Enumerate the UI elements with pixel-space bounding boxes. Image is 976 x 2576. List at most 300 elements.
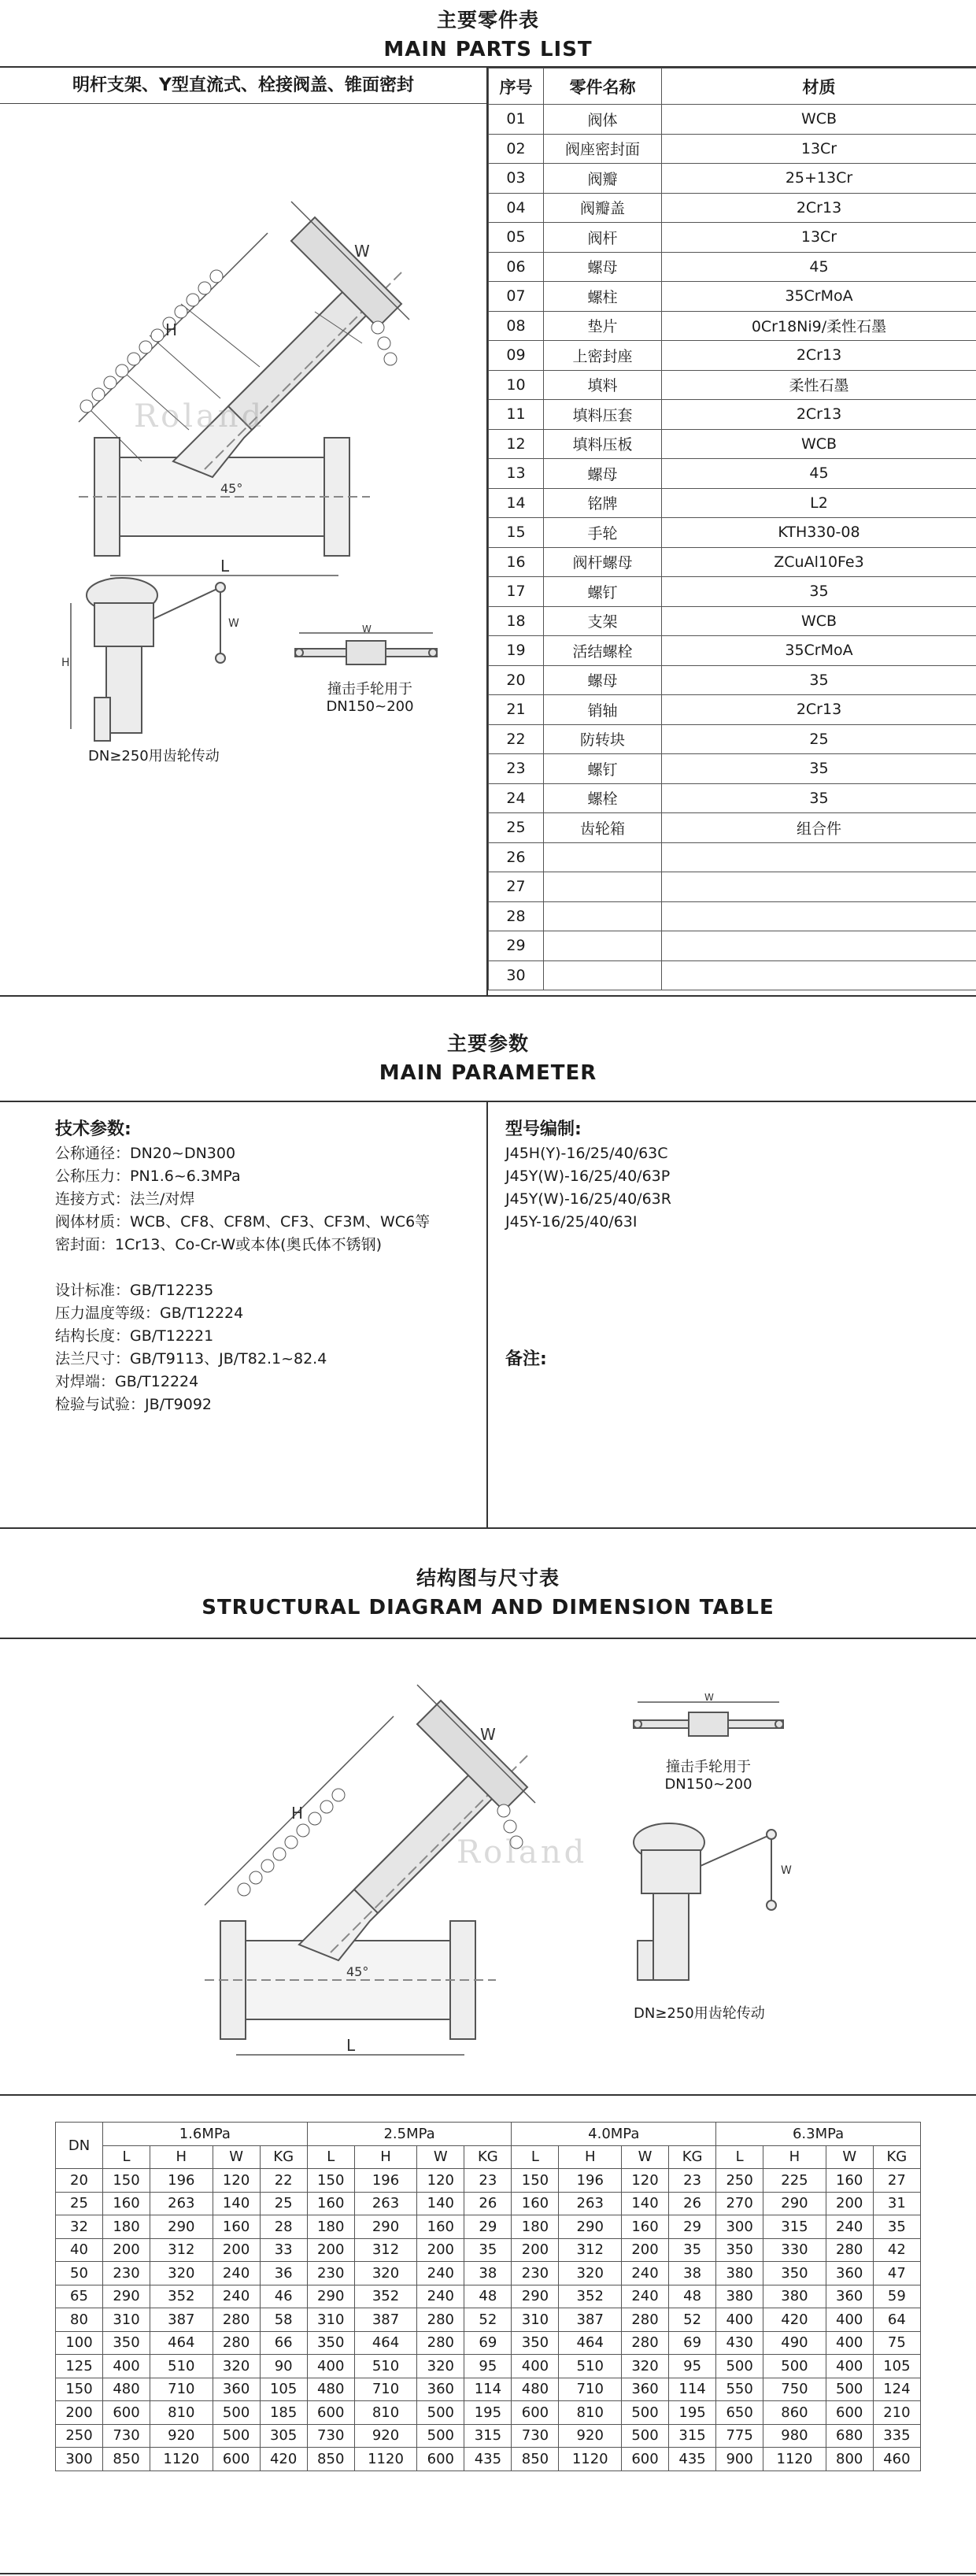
dim-cell: 387: [150, 2308, 213, 2332]
dim-cell: 29: [669, 2215, 716, 2239]
part-no: 19: [489, 636, 544, 666]
part-name: [544, 901, 662, 931]
part-material: WCB: [662, 429, 976, 459]
dim-cell: 500: [621, 2401, 668, 2425]
part-name: 阀瓣盖: [544, 193, 662, 223]
dimension-row: [56, 2169, 921, 2193]
impact-dim-w: W: [362, 624, 372, 635]
part-name: 螺母: [544, 252, 662, 282]
part-name: 防转块: [544, 724, 662, 754]
parts-row: [489, 754, 976, 784]
angle-label: 45°: [220, 481, 243, 496]
dim-cell: 240: [417, 2262, 464, 2285]
model-line: J45Y(W)-16/25/40/63P: [505, 1168, 671, 1185]
dimension-row: [56, 2401, 921, 2425]
dim-cell: 920: [354, 2424, 417, 2448]
divider: [0, 995, 976, 997]
dim-cell: 160: [417, 2215, 464, 2239]
dn-cell: 200: [56, 2401, 103, 2425]
struct-dim-h: H: [291, 1804, 304, 1823]
dim-cell: 225: [763, 2169, 826, 2193]
parts-table-header: [489, 68, 976, 105]
parts-title-zh: 主要零件表: [436, 9, 539, 31]
part-no: 14: [489, 488, 544, 518]
dim-cell: 320: [150, 2262, 213, 2285]
dim-cell: 200: [621, 2238, 668, 2262]
dim-cell: 920: [559, 2424, 622, 2448]
parts-row: [489, 400, 976, 430]
part-material: 2Cr13: [662, 341, 976, 371]
part-no: 17: [489, 577, 544, 607]
dim-cell: 180: [512, 2215, 559, 2239]
part-no: 13: [489, 459, 544, 489]
dim-cell: 320: [213, 2355, 260, 2378]
parts-row: [489, 665, 976, 695]
parts-row: [489, 311, 976, 341]
part-name: 垫片: [544, 311, 662, 341]
part-no: 28: [489, 901, 544, 931]
dim-cell: 500: [213, 2401, 260, 2425]
dim-cell: 150: [512, 2169, 559, 2193]
dim-cell: 280: [213, 2331, 260, 2355]
struct-dim-w: W: [480, 1725, 496, 1744]
dim-cell: 27: [873, 2169, 920, 2193]
part-material: 35: [662, 783, 976, 813]
dim-cell: 195: [669, 2401, 716, 2425]
dim-cell: 335: [873, 2424, 920, 2448]
struct-impact-note-line2: DN150~200: [664, 1776, 752, 1793]
dimension-row: [56, 2378, 921, 2401]
model-line: J45H(Y)-16/25/40/63C: [505, 1145, 668, 1162]
dim-cell: 140: [621, 2192, 668, 2215]
struct-impact-diagram: [630, 1693, 787, 1748]
dim-cell: 680: [826, 2424, 873, 2448]
col-header-material: 材质: [662, 68, 976, 105]
struct-impact-note-line1: 撞击手轮用于: [666, 1759, 751, 1775]
part-name: [544, 960, 662, 990]
dn-header: DN: [56, 2123, 103, 2169]
dim-cell: 280: [826, 2238, 873, 2262]
dn-cell: 65: [56, 2285, 103, 2308]
dim-cell: 510: [354, 2355, 417, 2378]
dim-cell: 240: [826, 2215, 873, 2239]
dim-cell: 920: [150, 2424, 213, 2448]
part-name: 螺母: [544, 459, 662, 489]
dim-cell: 120: [417, 2169, 464, 2193]
struct-title-en: STRUCTURAL DIAGRAM AND DIMENSION TABLE: [201, 1596, 775, 1619]
dim-cell: 980: [763, 2424, 826, 2448]
dn-cell: 40: [56, 2238, 103, 2262]
impact-note-line2: DN150~200: [326, 698, 414, 715]
struct-angle: 45°: [346, 1964, 369, 1979]
dim-cell: 196: [354, 2169, 417, 2193]
sub-col-header: KG: [873, 2145, 920, 2169]
sub-header-row: [56, 2145, 921, 2169]
dim-cell: 210: [873, 2401, 920, 2425]
dim-cell: 600: [621, 2448, 668, 2471]
dim-cell: 400: [826, 2355, 873, 2378]
struct-gear-note: DN≥250用齿轮传动: [634, 2005, 765, 2022]
dim-cell: 64: [873, 2308, 920, 2332]
part-material: ZCuAl10Fe3: [662, 547, 976, 577]
dim-cell: 312: [354, 2238, 417, 2262]
part-no: 12: [489, 429, 544, 459]
dim-cell: 710: [150, 2378, 213, 2401]
struct-title-zh: 结构图与尺寸表: [416, 1567, 560, 1590]
dim-cell: 310: [512, 2308, 559, 2332]
dim-cell: 250: [716, 2169, 763, 2193]
dim-cell: 430: [716, 2331, 763, 2355]
model-line: J45Y-16/25/40/63I: [505, 1213, 638, 1231]
dim-cell: 195: [464, 2401, 512, 2425]
dim-cell: 59: [873, 2285, 920, 2308]
dimension-table: [55, 2122, 921, 2471]
dim-cell: 114: [669, 2378, 716, 2401]
parts-row: [489, 577, 976, 607]
dimension-row: [56, 2448, 921, 2471]
pressure-header: 4.0MPa: [512, 2123, 716, 2146]
part-material: [662, 931, 976, 961]
dim-cell: 312: [150, 2238, 213, 2262]
dim-cell: 730: [512, 2424, 559, 2448]
dim-cell: 650: [716, 2401, 763, 2425]
dim-cell: 185: [260, 2401, 307, 2425]
dim-cell: 900: [716, 2448, 763, 2471]
dim-cell: 270: [716, 2192, 763, 2215]
dim-cell: 25: [260, 2192, 307, 2215]
sub-col-header: L: [512, 2145, 559, 2169]
dim-cell: 360: [213, 2378, 260, 2401]
sub-col-header: L: [307, 2145, 354, 2169]
dim-cell: 290: [354, 2215, 417, 2239]
dim-cell: 150: [307, 2169, 354, 2193]
dim-cell: 58: [260, 2308, 307, 2332]
dim-cell: 75: [873, 2331, 920, 2355]
dim-cell: 1120: [763, 2448, 826, 2471]
part-name: 销轴: [544, 695, 662, 725]
part-no: 15: [489, 518, 544, 548]
param-title-zh: 主要参数: [446, 1032, 529, 1055]
col-header-no: 序号: [489, 68, 544, 105]
dim-cell: 400: [826, 2308, 873, 2332]
part-name: 上密封座: [544, 341, 662, 371]
dimension-row: [56, 2308, 921, 2332]
tech-params-heading: 技术参数:: [55, 1120, 131, 1139]
dim-cell: 48: [669, 2285, 716, 2308]
dim-cell: 305: [260, 2424, 307, 2448]
tech-line: 连接方式：法兰/对焊: [55, 1190, 195, 1208]
part-no: 23: [489, 754, 544, 784]
dim-cell: 352: [150, 2285, 213, 2308]
dim-cell: 850: [103, 2448, 150, 2471]
part-material: KTH330-08: [662, 518, 976, 548]
dim-l-label: L: [220, 557, 230, 576]
col-header-name: 零件名称: [544, 68, 662, 105]
dimension-row: [56, 2215, 921, 2239]
dim-cell: 1120: [559, 2448, 622, 2471]
dimension-row: [56, 2424, 921, 2448]
divider: [486, 1102, 488, 1527]
dim-cell: 360: [621, 2378, 668, 2401]
dim-cell: 360: [826, 2262, 873, 2285]
dim-cell: 180: [103, 2215, 150, 2239]
dim-cell: 290: [150, 2215, 213, 2239]
part-name: 填料压套: [544, 400, 662, 430]
dim-cell: 510: [150, 2355, 213, 2378]
std-line: 法兰尺寸：GB/T9113、JB/T82.1~82.4: [55, 1350, 327, 1368]
parts-row: [489, 282, 976, 312]
parts-row: [489, 488, 976, 518]
part-material: 25: [662, 724, 976, 754]
parts-row: [489, 547, 976, 577]
part-material: 柔性石墨: [662, 370, 976, 400]
part-material: 2Cr13: [662, 193, 976, 223]
part-name: 填料: [544, 370, 662, 400]
dim-cell: 46: [260, 2285, 307, 2308]
part-material: 45: [662, 252, 976, 282]
dim-cell: 500: [417, 2424, 464, 2448]
sub-col-header: H: [763, 2145, 826, 2169]
parts-row: [489, 105, 976, 135]
dim-cell: 240: [621, 2262, 668, 2285]
dim-cell: 600: [213, 2448, 260, 2471]
struct-title: [0, 1563, 976, 1619]
parts-left-header: 明杆支架、Y型直流式、栓接阀盖、锥面密封: [0, 68, 486, 104]
parts-row: [489, 193, 976, 223]
parts-row: [489, 901, 976, 931]
dim-cell: 312: [559, 2238, 622, 2262]
dim-cell: 160: [512, 2192, 559, 2215]
dn-cell: 25: [56, 2192, 103, 2215]
dim-cell: 315: [669, 2424, 716, 2448]
parts-list: [0, 68, 976, 997]
part-no: 06: [489, 252, 544, 282]
dim-cell: 22: [260, 2169, 307, 2193]
dim-cell: 350: [103, 2331, 150, 2355]
part-no: 07: [489, 282, 544, 312]
parts-row: [489, 606, 976, 636]
sub-col-header: KG: [260, 2145, 307, 2169]
dim-w-label: W: [354, 242, 370, 261]
dim-cell: 240: [417, 2285, 464, 2308]
dim-cell: 280: [417, 2308, 464, 2332]
parts-table: [488, 68, 976, 990]
dim-cell: 29: [464, 2215, 512, 2239]
part-material: L2: [662, 488, 976, 518]
dim-cell: 310: [307, 2308, 354, 2332]
parts-row: [489, 842, 976, 872]
gear-dim-h: H: [61, 657, 70, 669]
dim-cell: 290: [763, 2192, 826, 2215]
dim-cell: 352: [559, 2285, 622, 2308]
dim-cell: 310: [103, 2308, 150, 2332]
parts-title-en: MAIN PARTS LIST: [383, 38, 593, 61]
parts-row: [489, 636, 976, 666]
part-name: 阀杆: [544, 223, 662, 253]
dim-cell: 500: [763, 2355, 826, 2378]
dim-cell: 330: [763, 2238, 826, 2262]
dim-cell: 600: [103, 2401, 150, 2425]
watermark: Roland: [457, 1834, 588, 1871]
dim-cell: 360: [417, 2378, 464, 2401]
part-material: 13Cr: [662, 134, 976, 164]
dim-cell: 360: [826, 2285, 873, 2308]
dim-cell: 480: [512, 2378, 559, 2401]
dim-cell: 810: [354, 2401, 417, 2425]
dim-cell: 460: [873, 2448, 920, 2471]
dim-cell: 35: [873, 2215, 920, 2239]
part-name: 支架: [544, 606, 662, 636]
dim-cell: 320: [417, 2355, 464, 2378]
dim-cell: 480: [307, 2378, 354, 2401]
part-name: 阀座密封面: [544, 134, 662, 164]
part-material: 35: [662, 665, 976, 695]
dim-cell: 90: [260, 2355, 307, 2378]
dim-cell: 387: [354, 2308, 417, 2332]
struct-impact-dim-w: W: [704, 1692, 714, 1703]
pressure-header: 6.3MPa: [716, 2123, 921, 2146]
dimension-row: [56, 2262, 921, 2285]
dim-cell: 490: [763, 2331, 826, 2355]
dn-cell: 32: [56, 2215, 103, 2239]
dim-cell: 420: [260, 2448, 307, 2471]
dim-cell: 350: [307, 2331, 354, 2355]
dim-cell: 160: [103, 2192, 150, 2215]
dim-cell: 315: [763, 2215, 826, 2239]
model-heading: 型号编制:: [505, 1120, 582, 1139]
part-name: 阀瓣: [544, 164, 662, 194]
part-material: 25+13Cr: [662, 164, 976, 194]
dim-cell: 26: [464, 2192, 512, 2215]
dim-cell: 380: [763, 2285, 826, 2308]
divider: [0, 2094, 976, 2096]
dn-cell: 150: [56, 2378, 103, 2401]
part-no: 03: [489, 164, 544, 194]
dim-cell: 120: [621, 2169, 668, 2193]
part-material: 0Cr18Ni9/柔性石墨: [662, 311, 976, 341]
dim-cell: 1120: [150, 2448, 213, 2471]
sub-col-header: W: [826, 2145, 873, 2169]
parts-row: [489, 252, 976, 282]
dim-cell: 28: [260, 2215, 307, 2239]
part-no: 08: [489, 311, 544, 341]
dim-cell: 600: [417, 2448, 464, 2471]
dim-cell: 42: [873, 2238, 920, 2262]
divider: [0, 1638, 976, 1639]
dim-cell: 23: [669, 2169, 716, 2193]
dim-cell: 550: [716, 2378, 763, 2401]
parts-row: [489, 518, 976, 548]
pressure-header: 1.6MPa: [103, 2123, 308, 2146]
part-material: 2Cr13: [662, 400, 976, 430]
dim-cell: 810: [150, 2401, 213, 2425]
tech-line: 阀体材质：WCB、CF8、CF8M、CF3、CF3M、WC6等: [55, 1213, 431, 1231]
part-name: [544, 842, 662, 872]
dim-cell: 320: [559, 2262, 622, 2285]
dim-cell: 480: [103, 2378, 150, 2401]
dim-cell: 114: [464, 2378, 512, 2401]
dim-cell: 320: [621, 2355, 668, 2378]
dimension-row: [56, 2285, 921, 2308]
dim-cell: 150: [103, 2169, 150, 2193]
divider: [0, 1527, 976, 1529]
dim-cell: 420: [763, 2308, 826, 2332]
parts-row: [489, 370, 976, 400]
dim-cell: 350: [512, 2331, 559, 2355]
dim-cell: 263: [559, 2192, 622, 2215]
dim-cell: 290: [307, 2285, 354, 2308]
dn-cell: 100: [56, 2331, 103, 2355]
model-codes: [505, 1118, 671, 1234]
part-no: 10: [489, 370, 544, 400]
part-no: 24: [489, 783, 544, 813]
part-material: 13Cr: [662, 223, 976, 253]
dim-cell: 464: [354, 2331, 417, 2355]
dim-cell: 280: [621, 2308, 668, 2332]
dim-cell: 350: [763, 2262, 826, 2285]
dim-cell: 33: [260, 2238, 307, 2262]
part-no: 20: [489, 665, 544, 695]
param-title: [0, 1028, 976, 1085]
parts-row: [489, 783, 976, 813]
dim-cell: 290: [103, 2285, 150, 2308]
struct-gear-diagram: [614, 1811, 803, 2000]
dim-cell: 387: [559, 2308, 622, 2332]
dim-cell: 52: [464, 2308, 512, 2332]
parts-row: [489, 695, 976, 725]
dim-cell: 120: [213, 2169, 260, 2193]
dimension-row: [56, 2331, 921, 2355]
sub-col-header: W: [213, 2145, 260, 2169]
watermark: Roland: [134, 398, 265, 435]
tech-params: [55, 1118, 430, 1416]
sub-col-header: H: [559, 2145, 622, 2169]
dim-cell: 35: [669, 2238, 716, 2262]
dim-cell: 435: [669, 2448, 716, 2471]
part-no: 22: [489, 724, 544, 754]
parts-row: [489, 931, 976, 961]
dim-cell: 500: [213, 2424, 260, 2448]
dim-cell: 140: [213, 2192, 260, 2215]
dim-cell: 230: [512, 2262, 559, 2285]
model-line: J45Y(W)-16/25/40/63R: [505, 1190, 671, 1208]
dn-cell: 250: [56, 2424, 103, 2448]
dim-cell: 400: [307, 2355, 354, 2378]
sub-col-header: H: [150, 2145, 213, 2169]
dim-cell: 800: [826, 2448, 873, 2471]
part-material: [662, 842, 976, 872]
dim-cell: 352: [354, 2285, 417, 2308]
part-name: 阀杆螺母: [544, 547, 662, 577]
dim-cell: 300: [716, 2215, 763, 2239]
dim-cell: 240: [621, 2285, 668, 2308]
part-no: 16: [489, 547, 544, 577]
divider: [0, 2573, 976, 2574]
part-name: 螺柱: [544, 282, 662, 312]
parts-row: [489, 960, 976, 990]
dim-cell: 196: [150, 2169, 213, 2193]
part-material: 35: [662, 577, 976, 607]
impact-handwheel-diagram: [291, 624, 441, 674]
dim-cell: 810: [559, 2401, 622, 2425]
dim-cell: 230: [103, 2262, 150, 2285]
dim-cell: 160: [213, 2215, 260, 2239]
dim-cell: 400: [716, 2308, 763, 2332]
dimension-row: [56, 2238, 921, 2262]
dim-cell: 860: [763, 2401, 826, 2425]
dn-cell: 125: [56, 2355, 103, 2378]
part-material: [662, 901, 976, 931]
